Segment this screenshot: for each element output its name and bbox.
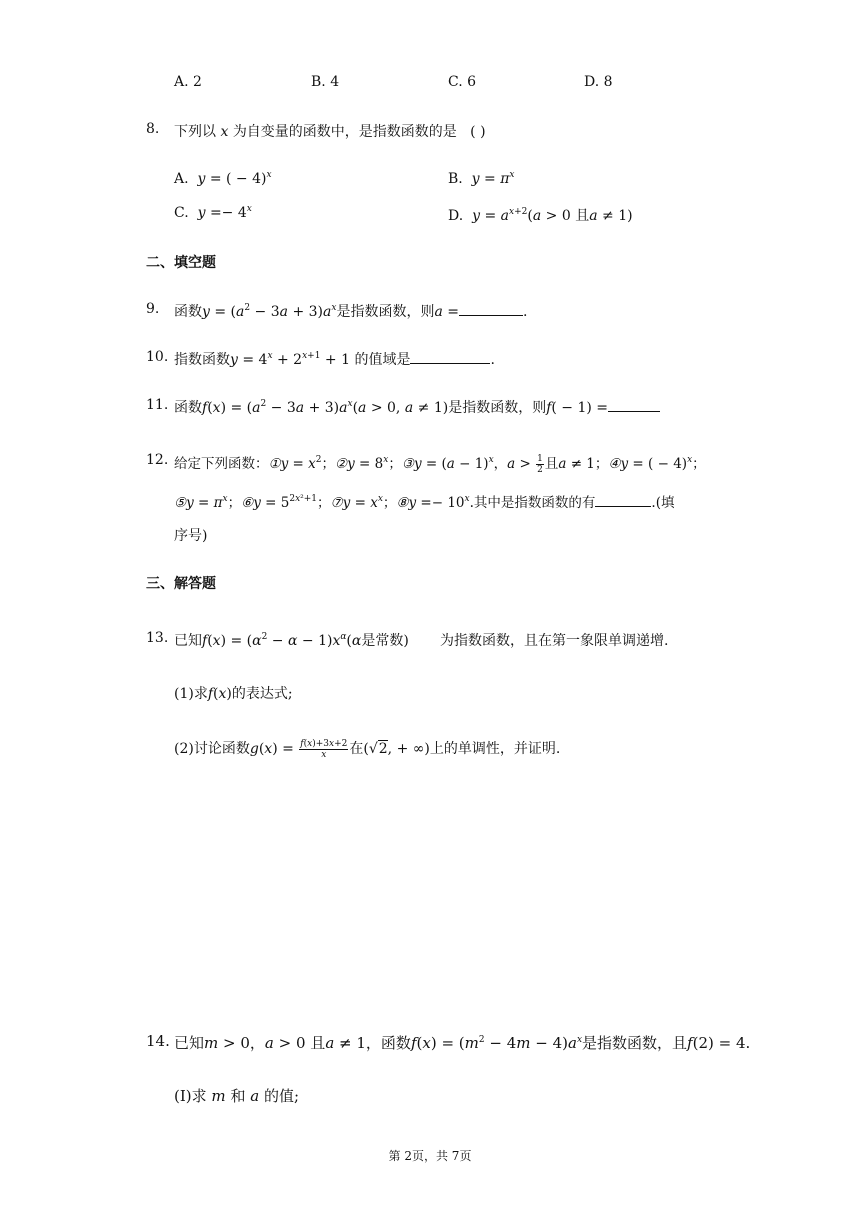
q12-line1: 给定下列函数：①y = $x^2$；②y = $8^x$；③y = $(a - 1)^x$，a > $\frac{1}{2}$ 且a ≠ 1；④y = ( − 4)$^x$； — [174, 454, 706, 475]
q9-number: 9. — [146, 301, 160, 317]
q8-option-d: D. $y = a^{x+2}(a > 0$ 且a ≠ 1) — [448, 207, 633, 224]
q8-number: 8. — [146, 121, 160, 137]
q14-stem: 已知m > 0，a > 0 且a ≠ 1，函数$f(x) = (m^2 - 4m - 4)a^x$是指数函数，且f(2) = 4. — [174, 1034, 751, 1052]
q13-number: 13. — [146, 630, 169, 646]
q7-option-a: A. 2 — [174, 74, 202, 90]
q13-part2: (2)讨论函数g(x) = $\frac{f(x)+3x+2}{x}$ 在(√2, + ∞)上的单调性，并证明. — [174, 738, 561, 760]
q14-number: 14. — [146, 1032, 170, 1050]
q12-line3: 序号) — [174, 528, 208, 544]
q12-number: 12. — [146, 452, 169, 468]
page-footer: 第 2页，共 7页 — [388, 1149, 472, 1163]
q11-stem: 函数$f(x) = (a^2 - 3a + 3)a^x(a > 0$, a ≠ 1)是指数函数，则f( − 1) = — [174, 397, 660, 417]
q11-number: 11. — [146, 397, 169, 413]
q7-option-d: D. 8 — [584, 74, 613, 90]
q13-part1: (1)求f(x)的表达式; — [174, 686, 293, 702]
q8-stem: 下列以 x 为自变量的函数中，是指数函数的是 ( ) — [174, 124, 486, 140]
q8-option-a: A. y = ( − 4)$^x$ — [174, 170, 272, 187]
q10-stem: 指数函数$y = 4^x + 2^{x+1} + 1$ 的值域是 . — [174, 351, 495, 368]
q13-stem: 已知$f(x) = (\alpha^2 - \alpha - 1)x^\alpha(\alpha$是常数) 为指数函数，且在第一象限单调递增. — [174, 632, 669, 649]
q7-option-b: B. 4 — [311, 74, 340, 90]
section-header-solve: 三、解答题 — [146, 576, 216, 592]
q9-stem: 函数$y = (a^2 - 3a + 3)a^x$是指数函数，则a = . — [174, 303, 528, 320]
section-header-fill-blank: 二、填空题 — [146, 255, 216, 271]
q8-option-c: C. $y =- 4^x$ — [174, 204, 252, 221]
q10-number: 10. — [146, 349, 169, 365]
q14-part1: (Ⅰ)求 m 和 a 的值; — [174, 1087, 300, 1105]
q7-option-c: C. 6 — [448, 74, 477, 90]
q8-option-b: B. $y = \pi^x$ — [448, 170, 515, 187]
q12-line2: ⑤y = $\pi^x$；⑥y = $5^{2x^2+1}$；⑦y = $x^x$；⑧y =− $10^x$.其中是指数函数的有 .(填 — [174, 494, 675, 511]
